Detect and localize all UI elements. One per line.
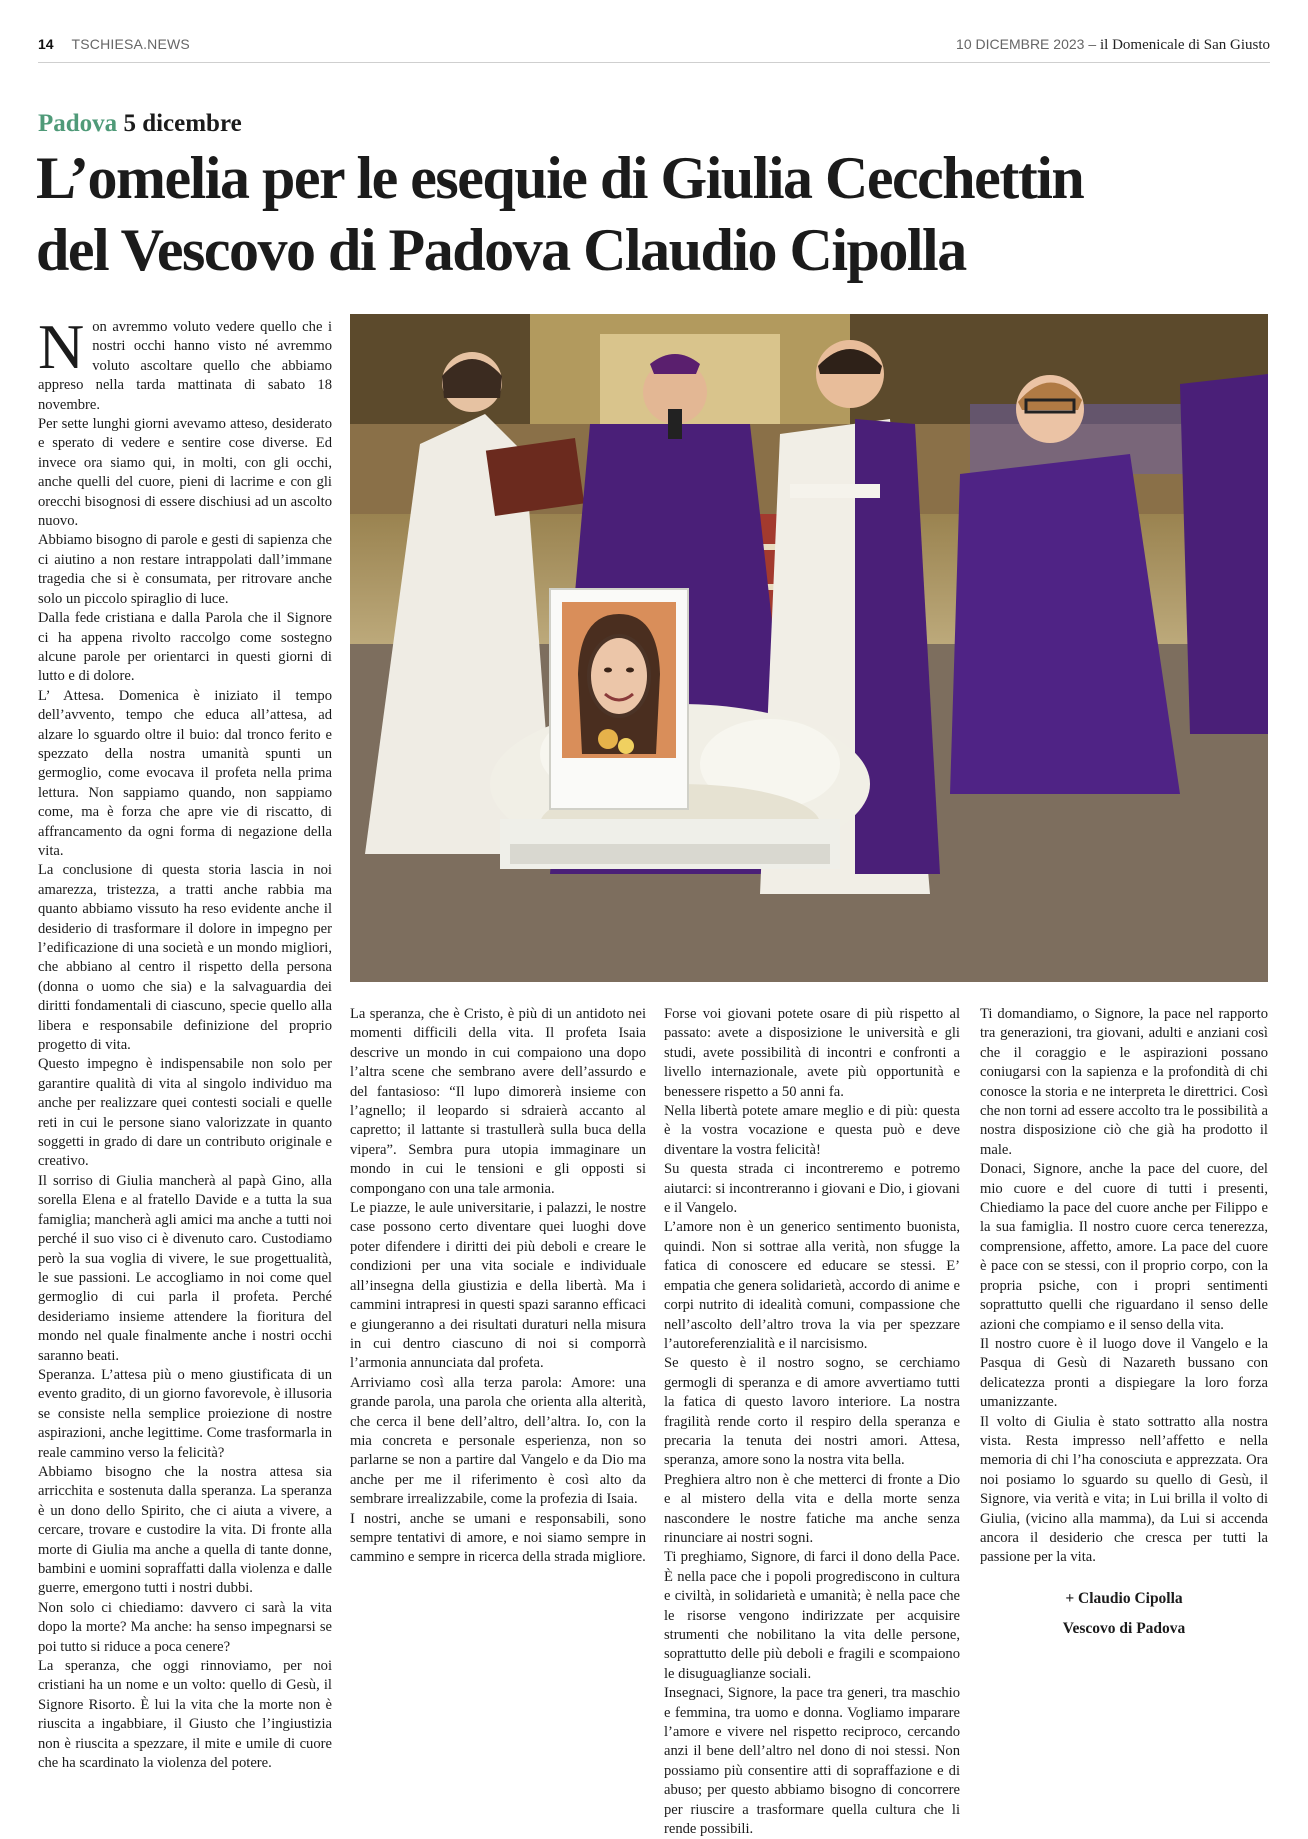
paragraph: Non solo ci chiediamo: davvero ci sarà la vita dopo la morte? Ma anche: ha senso impegnarsi se poi tutto si riduce a poca cenere? — [38, 1599, 332, 1655]
header-issue — [956, 36, 1270, 54]
signature — [980, 1584, 1268, 1644]
paragraph: Nella libertà potete amare meglio e di più: questa è la vostra vocazione e questa può e deve diventare la vostra felicità! — [664, 1103, 960, 1158]
paragraph: Per sette lunghi giorni avevamo atteso, desiderato e sperato di vedere e sentire cose diverse. Ed invece ora siamo qui, in molti, con gli occhi, anche quelli del cuore, pieni di lacrime e con gli orecchi bisognosi di essere dischiusi ad un ascolto nuovo. — [38, 416, 332, 530]
funeral-photo — [350, 314, 1268, 982]
paragraph: Insegnaci, Signore, la pace tra generi, tra maschio e femmina, tra uomo e donna. Vogliamo imparare l’amore e vivere nel rispetto reciproco, cercando anzi il bene dell’altro nel dono di noi stessi. Non possiamo più consentire atti di sopraffazione e di abuso; per questo abbiamo bisogno di concorrere per riuscire a trasformare quella cultura che li rende possibili. — [664, 1685, 960, 1838]
title-line-1: L’omelia per le esequie di Giulia Cecchettin — [36, 145, 1084, 211]
paragraph: Le piazze, le aule universitarie, i palazzi, le nostre case possono certo diventare quei luoghi dove poter difendere i diritti dei più deboli e creare le condizioni per una vita sociale e individuale all’insegna della giustizia e della libertà. Ma i cammini intrapresi in questi spazi saranno efficaci e giungeranno a dei risultati duraturi nella misura in cui dentro ciascuno di noi si comporrà l’armonia annunciata dal profeta. — [350, 1200, 646, 1372]
text-column-3 — [664, 1005, 960, 1839]
drop-cap: N — [38, 311, 85, 382]
title-line-2: del Vescovo di Padova Claudio Cipolla — [36, 217, 966, 283]
issue-date: 10 DICEMBRE 2023 — [956, 36, 1085, 52]
paragraph: Abbiamo bisogno che la nostra attesa sia arricchita e sostenuta dalla speranza. La speranza è un dono dello Spirito, che ci aiuta a vivere, a cercare, trovare e custodire la vita. Di fronte alla morte di Giulia ma anche a quella di tante donne, bambini e uomini sopraffatti dalla violenza e dalle guerre, emergono tutti i nostri dubbi. — [38, 1463, 332, 1597]
paragraph: I nostri, anche se umani e responsabili, sono sempre tentativi di amore, e noi siamo sempre in cammino e sempre in ricerca della strada migliore. — [350, 1510, 646, 1566]
paragraph: Donaci, Signore, anche la pace del cuore, del mio cuore e del cuore di tutti i presenti, Chiediamo la pace del cuore anche per Filippo e la sua famiglia. Il nostro cuore cerca tenerezza, comprensione, affetto, amore. La pace del cuore è pace con se stessi, con il proprio corpo, con la propria psiche, con i propri sentimenti soprattutto quelli che riguardano il senso delle azioni che compiamo e il senso della vita. — [980, 1161, 1268, 1333]
paragraph: Su questa strada ci incontreremo e potremo aiutarci: si incontreranno i giovani e Dio, i giovani e il Vangelo. — [664, 1161, 960, 1217]
paragraph: Forse voi giovani potete osare di più rispetto al passato: avete a disposizione le università e gli studi, avete possibilità di incontri e confronti a livello internazionale, avete più opportunità e benessere rispetto a 50 anni fa. — [664, 1006, 960, 1100]
paragraph: Questo impegno è indispensabile non solo per garantire qualità di vita al singolo individuo ma anche per realizzare quei contesti sociali e quelle reti in cui le persone siano valorizzate in quanto soggetti in grado di dare un contributo originale e creativo. — [38, 1056, 332, 1170]
issue-separator: – — [1084, 36, 1101, 52]
paragraph: Preghiera altro non è che metterci di fronte a Dio e al mistero della vita e della morte senza nascondere le nostre fatiche ma anche senza rinunciare ai nostri sogni. — [664, 1471, 960, 1546]
publication-name: il Domenicale di San Giusto — [1100, 37, 1270, 53]
paragraph: L’amore non è un generico sentimento buonista, quindi. Non si sottrae alla verità, non sfugge la fatica di conoscere ed educare se stessi. E’ empatia che genera solidarietà, accordo di anime e corpi nutrito di idealità comuni, compassione che nell’ascolto dell’altro trova la via per spezzare l’autoreferenzialità e il narcisismo. — [664, 1219, 960, 1352]
paragraph: La conclusione di questa storia lascia in noi amarezza, tristezza, a tratti anche rabbia ma quanto abbiamo vissuto ha reso evidente anche il desiderio di trasformare il dolore in impegno per l’edificazione di una società e un mondo migliori, che abbiano al centro il rispetto della persona (donna o uomo che sia) e la salvaguardia dei diritti fondamentali di ciascuno, specie quello alla libera e responsabile definizione del proprio progetto di vita. — [38, 862, 332, 1054]
paragraph: La speranza, che è Cristo, è più di un antidoto nei momenti difficili della vita. Il profeta Isaia descrive un mondo in cui compaiono una dopo l’altra scene che sembrano avere dell’assurdo e del fantasioso: “Il lupo dimorerà insieme con l’agnello; il leopardo si sdraierà accanto al capretto; il lattante si trastullerà sulla buca della vipera”. Sembra pura utopia immaginare un mondo in cui le tensioni e gli opposti si compongano con una tale armonia. — [350, 1006, 646, 1197]
paragraph: Il nostro cuore è il luogo dove il Vangelo e la Pasqua di Gesù di Nazareth bussano con delicatezza pronti a dispiegare la loro forza umanizzante. — [980, 1335, 1268, 1411]
text-column-2 — [350, 1005, 646, 1568]
article-title — [36, 142, 1276, 286]
signature-role: Vescovo di Padova — [1062, 1619, 1186, 1637]
paragraph: Ti preghiamo, Signore, di farci il dono della Pace. È nella pace che i popoli progrediscono in cultura e civiltà, in solidarietà e umanità; è nella pace che le risorse vengono indirizzate per acquisire strumenti che nobilitano la vita delle persone, soprattutto delle più deboli e fragili e scompaiono le disuguaglianze sociali. — [664, 1549, 960, 1682]
paragraph-intro: Non avremmo voluto vedere quello che i nostri occhi hanno visto né avremmo voluto ascoltare quello che abbiamo appreso nella tarda mattinata di sabato 18 novembre. — [38, 311, 332, 413]
signature-name: + Claudio Cipolla — [1065, 1589, 1183, 1607]
paragraph: La speranza, che oggi rinnoviamo, per noi cristiani ha un nome e un volto: quello di Gesù, il Signore Risorto. È lui la vita che la morte non è riuscita a ingabbiare, il Giusto che l’ingiustizia non è riuscita a spezzare, il mite e umile di cuore che ha scardinato la violenza del potere. — [38, 1658, 332, 1772]
page-number: 14 — [38, 36, 54, 52]
paragraph: Il sorriso di Giulia mancherà al papà Gino, alla sorella Elena e al fratello Davide e a tutta la sua famiglia; mancherà agli amici ma anche a tutti noi perché il suo viso ci è divenuto caro. Custodiamo però la sua voglia di vivere, le sue progettualità, le sue passioni. Le accogliamo in noi come quel germoglio di cui parla il profeta. Perché desideriamo insieme attendere la fioritura del mondo nel quale finalmente anche i nostri occhi saranno beati. — [38, 1172, 332, 1364]
funeral-photo-illustration — [350, 314, 1268, 982]
site-name: TSCHIESA.NEWS — [71, 36, 190, 52]
paragraph: Il volto di Giulia è stato sottratto alla nostra vista. Resta impresso nell’affetto e nella memoria di chi l’ha conosciuta e apprezzata. Ora noi posiamo lo sguardo su quello di Gesù, il Signore, via verità e vita; in Lui brilla il volto di Giulia, (vicino alla mamma), da Lui si accenda ancora il desiderio che cresca per tutti la passione per la vita. — [980, 1413, 1268, 1566]
paragraph: Ti domandiamo, o Signore, la pace nel rapporto tra generazioni, tra giovani, adulti e anziani così che il coraggio e le aspirazioni possano coniugarsi con la sapienza e la profondità di chi conosce la storia e ne interpreta le direttrici. Così che non torni ad essere accolto tra le possibilità a nostra disposizione ciò che già ha prodotto il male. — [980, 1006, 1268, 1158]
kicker — [38, 110, 242, 138]
paragraph: Speranza. L’attesa più o meno giustificata di un evento gradito, di un giorno favorevole, è illusoria se consiste nella semplice proiezione di nostre aspirazioni, anche legittime. Come trasformarla in reale cammino verso la felicità? — [38, 1366, 332, 1461]
text-column-1 — [38, 311, 332, 1773]
paragraph: Se questo è il nostro sogno, se cerchiamo germogli di speranza e di amore avvertiamo tutti la fatica di questo lavoro interiore. La nostra fragilità rende corto il respiro della speranza e precaria la tenuta dei nostri amori. Attesa, speranza, amore sono la nostra vita bella. — [664, 1355, 960, 1469]
paragraph: Dalla fede cristiana e dalla Parola che il Signore ci ha appena rivolto raccolgo come sostegno alcune parole per orientarci in questi giorni di lutto e di dolore. — [38, 610, 332, 685]
page-header — [38, 36, 1270, 56]
header-divider — [38, 62, 1270, 63]
kicker-place: Padova — [38, 110, 118, 137]
text-column-4 — [980, 1005, 1268, 1644]
paragraph: Arriviamo così alla terza parola: Amore: una grande parola, una parola che orienta alla alterità, che cerca il bene dell’altro, dell’altra. Io, con la mia concreta e personale esperienza, non so parlarne se non a partire dal Vangelo e da Dio ma anche per me il riferimento è così alto da sembrare irrealizzabile, come la profezia di Isaia. — [350, 1374, 646, 1508]
paragraph: Abbiamo bisogno di parole e gesti di sapienza che ci aiutino a non restare intrappolati dall’immane tragedia che si è consumata, per ritrovare anche solo un piccolo spiraglio di luce. — [38, 532, 332, 607]
kicker-date: 5 dicembre — [123, 110, 242, 137]
paragraph: L’ Attesa. Domenica è iniziato il tempo dell’avvento, tempo che educa all’attesa, ad alzare lo sguardo oltre il buio: dal tronco ferito e spezzato della nostra umanità spunti un germoglio, come evocava il profeta nella prima lettura. Non sappiamo quando, non sappiamo come, ma è forza che apre vie di riscatto, di affrancamento da ogni forma di negazione della vita. — [38, 687, 332, 859]
